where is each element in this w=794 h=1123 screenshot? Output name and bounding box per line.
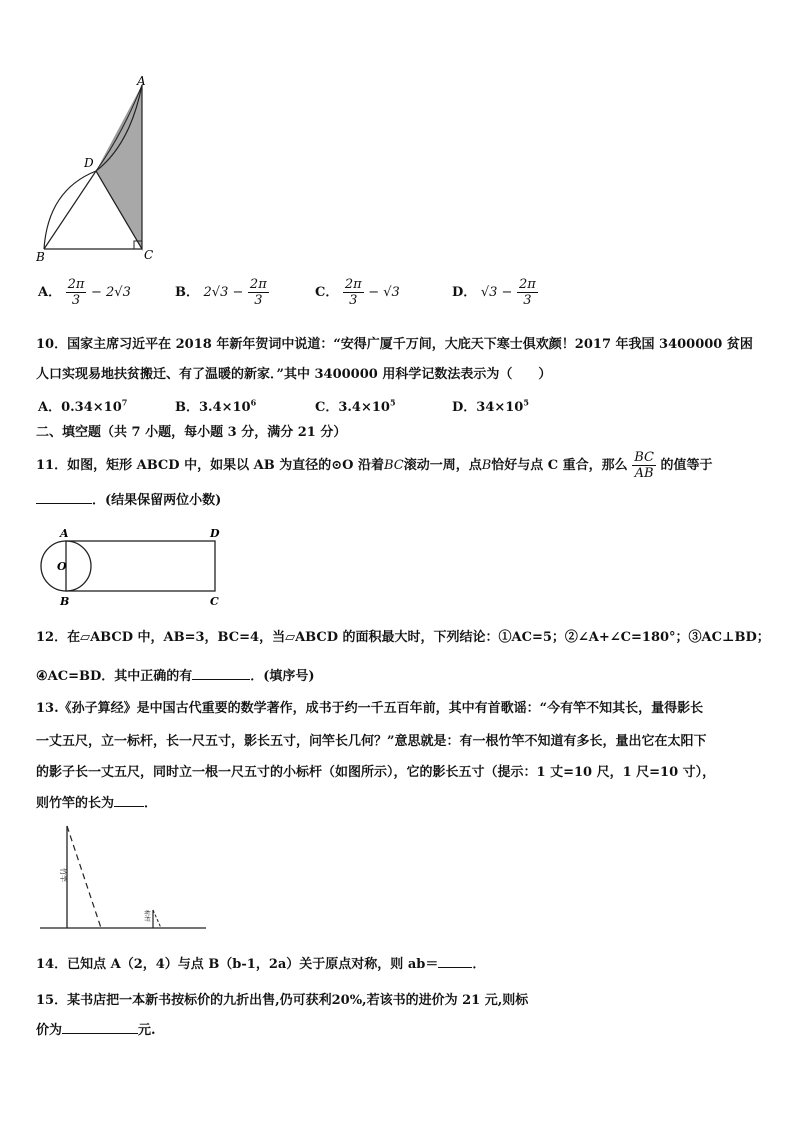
segment-ba — [44, 171, 96, 249]
q10-option-c: C．$3.4\times 10^5$ — [315, 397, 396, 415]
q15-line1: 15．某书店把一本新书按标价的九折出售,仍可获利20%,若该书的进价为 21 元,则标 — [36, 993, 529, 1008]
q11-line2: ．(结果保留两位小数) — [36, 489, 221, 508]
q11-line1: 11．如图，矩形 ABCD 中，如果以 AB 为直径的⊙O 沿着BC滚动一周，点B恰好与点 C 重合，那么 $\frac{BC}{AB}$ 的值等于 — [36, 450, 713, 481]
q10-option-d: D．$34\times 10^5$ — [452, 397, 529, 415]
q9-option-b: B． 2√3 − $\frac{2\pi}{3}$ — [175, 277, 267, 308]
label-b: B — [36, 250, 45, 264]
label-c: C — [210, 595, 219, 608]
answer-blank[interactable] — [192, 679, 250, 680]
fraction: $\frac{2\pi}{3}$ — [67, 277, 85, 308]
answer-blank[interactable] — [114, 806, 144, 807]
fraction-bc-ab: $\frac{BC}{AB}$ — [634, 450, 654, 481]
q13-figure — [36, 820, 212, 934]
q10-option-b: B．$3.4\times 10^6$ — [175, 397, 257, 415]
label-d: D — [84, 156, 94, 170]
answer-blank[interactable] — [438, 967, 472, 968]
label-a: A — [60, 527, 69, 540]
stick-label: 标杆 — [143, 910, 150, 923]
label-c: C — [144, 248, 154, 262]
q13-line3: 的影子长一丈五尺，同时立一根一尺五寸的小标杆（如图所示），它的影长五寸（提示：1 丈=10 尺，1 尺=10 寸）， — [36, 765, 716, 780]
answer-blank[interactable] — [62, 1033, 138, 1034]
fraction: $\frac{2\pi}{3}$ — [249, 277, 267, 308]
q10-line1: 10．国家主席习近平在 2018 年新年贺词中说道：“安得广厦千万间，大庇天下寒士俱欢颜！2017 年我国 3400000 贫困 — [36, 337, 753, 352]
q14-line: 14．已知点 A（2，4）与点 B（b-1，2a）关于原点对称，则 ab＝ ． — [36, 957, 486, 972]
fraction: $\frac{2\pi}{3}$ — [344, 277, 362, 308]
answer-blank[interactable] — [36, 503, 92, 504]
label-a: A — [137, 75, 146, 88]
rectangle-abcd — [66, 541, 215, 591]
q11-figure — [40, 526, 230, 610]
q12-line1: 12．在▱ABCD 中，AB=3，BC=4，当▱ABCD 的面积最大时，下列结论：①AC=5；②∠A+∠C=180°；③AC⊥BD； — [36, 630, 770, 645]
q12-line2: ④AC=BD．其中正确的有 ．(填序号) — [36, 669, 315, 684]
q13-line1: 13.《孙子算经》是中国古代重要的数学著作，成书于约一千五百年前，其中有首歌谣：“今有竿不知其长，量得影长 — [36, 701, 704, 716]
label-o: O — [57, 560, 67, 573]
q15-line2: 价为 元. — [36, 1023, 156, 1038]
q9-option-d: D． √3 − $\frac{2\pi}{3}$ — [452, 277, 536, 308]
pole-shadow-ray — [67, 826, 101, 928]
q9-option-a: A． $\frac{2\pi}{3}$ − 2√3 — [38, 277, 131, 308]
label-b: B — [60, 595, 70, 608]
q10-option-a: A．$0.34\times 10^7$ — [38, 397, 128, 415]
section-heading: 二、填空题（共 7 小题，每小题 3 分，满分 21 分） — [36, 425, 347, 440]
q9-figure — [30, 75, 160, 270]
pole-label: 竹竿 — [59, 868, 67, 882]
fraction: $\frac{2\pi}{3}$ — [518, 277, 536, 308]
q13-line2: 一丈五尺，立一标杆，长一尺五寸，影长五寸，问竿长几何？”意思就是：有一根竹竿不知道有多长，量出它在太阳下 — [36, 734, 707, 749]
q9-option-c: C． $\frac{2\pi}{3}$ − √3 — [315, 277, 400, 308]
q10-line2: 人口实现易地扶贫搬迁、有了温暖的新家．”其中 3400000 用科学记数法表示为（ ） — [36, 367, 552, 382]
label-d: D — [210, 527, 220, 540]
q13-line4: 则竹竿的长为 ． — [36, 796, 158, 811]
stick-shadow-ray — [153, 910, 161, 928]
